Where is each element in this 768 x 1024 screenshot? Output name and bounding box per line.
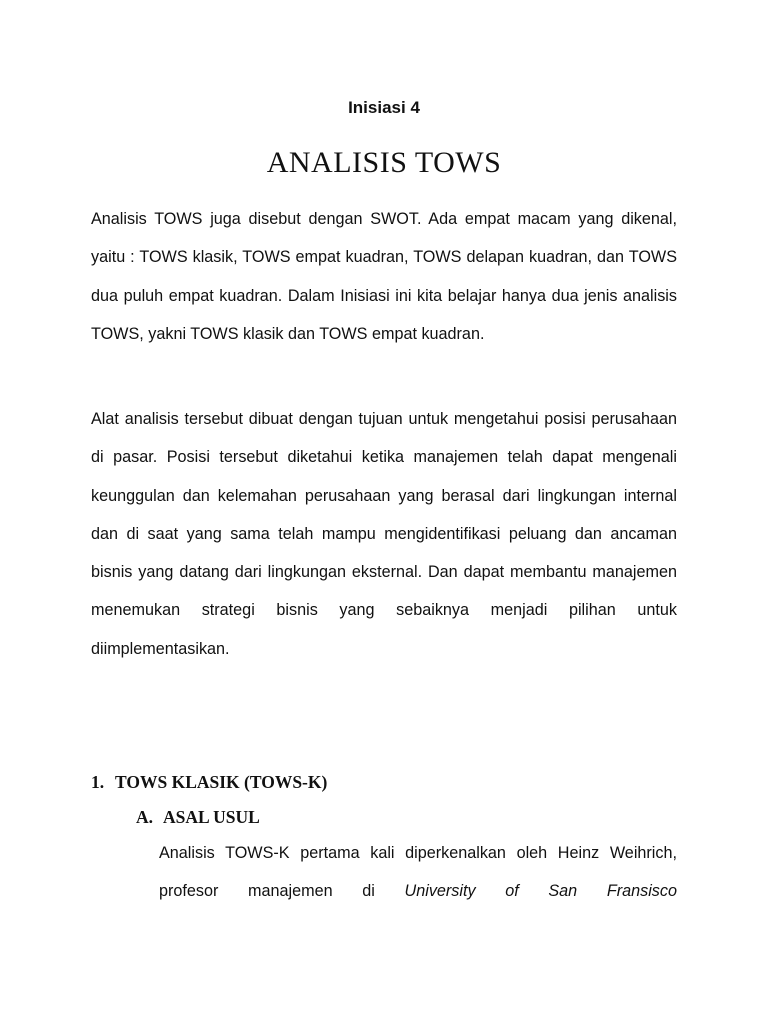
subsection-heading — [136, 805, 260, 829]
document-title: ANALISIS TOWS — [266, 146, 502, 179]
paragraph-origin — [159, 834, 677, 911]
section-number: 1. — [91, 772, 105, 792]
subsection-title: ASAL USUL — [163, 807, 260, 827]
document-subtitle: Inisiasi 4 — [348, 98, 420, 117]
subsection-letter: A. — [136, 807, 154, 827]
section-heading — [91, 770, 327, 794]
paragraph-purpose: Alat analisis tersebut dibuat dengan tujuan untuk mengetahui posisi perusahaan di pasar. Posisi tersebut diketahui ketika manajemen telah dapat mengenali keunggulan dan kelemahan perusahaan yang berasal dari lingkungan internal dan di saat yang sama telah mampu mengidentifikasi peluang dan ancaman bisnis yang datang dari lingkungan eksternal. Dan dapat membantu manajemen menemukan strategi bisnis yang sebaiknya menjadi pilihan untuk diimplementasikan. — [91, 410, 677, 658]
origin-text: Analisis TOWS-K pertama kali diperkenalkan oleh Heinz Weihrich, profesor manajemen di — [159, 844, 677, 901]
section-title: TOWS KLASIK (TOWS-K) — [115, 772, 328, 792]
university-name: University of San Fransisco — [404, 882, 678, 901]
paragraph-intro: Analisis TOWS juga disebut dengan SWOT. Ada empat macam yang dikenal, yaitu : TOWS klasik, TOWS empat kuadran, TOWS delapan kuadran, dan TOWS dua puluh empat kuadran. Dalam Inisiasi ini kita belajar hanya dua jenis analisis TOWS, yakni TOWS klasik dan TOWS empat kuadran. — [91, 210, 677, 343]
